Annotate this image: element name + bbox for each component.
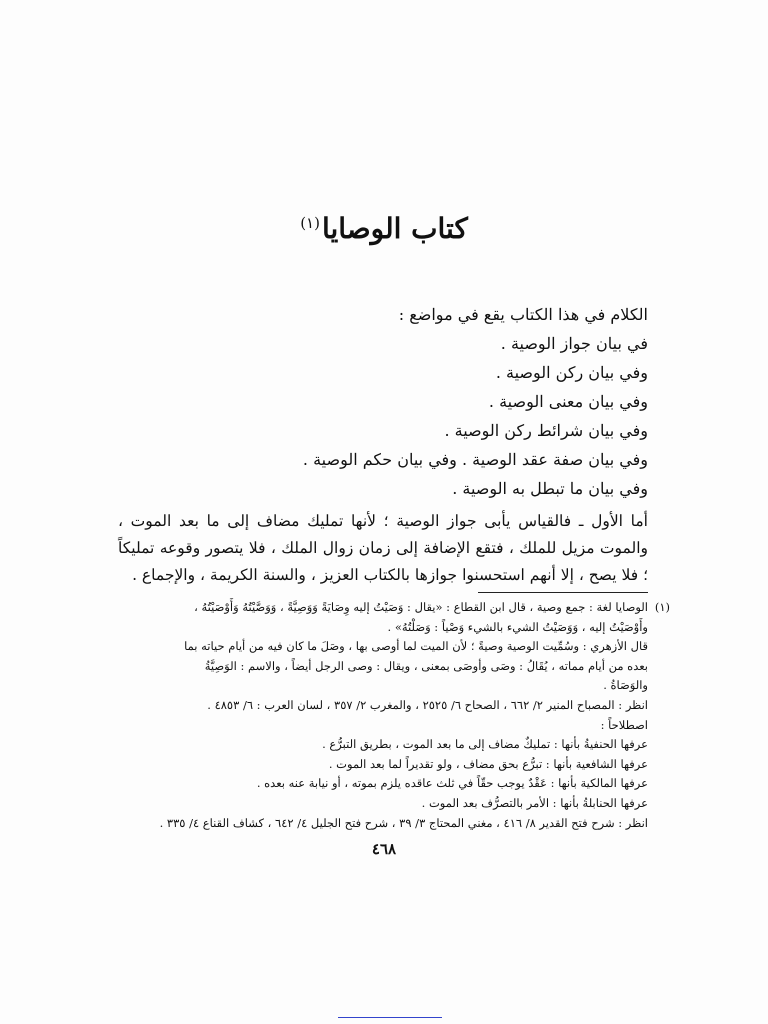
- topic-line: وفي بيان صفة عقد الوصية . وفي بيان حكم الوصية .: [302, 450, 648, 469]
- topic-line: وفي بيان ركن الوصية .: [495, 363, 648, 382]
- bottom-link-underline[interactable]: [338, 1017, 442, 1018]
- footnote-line: والوَصَاةُ .: [603, 678, 648, 693]
- page-number: ٤٦٨: [371, 840, 397, 858]
- footnote-line: عرفها الحنابلةُ بأنها : الأمر بالتصرُّف بعد الموت .: [421, 795, 648, 810]
- topic-line: وفي بيان معنى الوصية .: [488, 392, 648, 411]
- title-footnote-mark: (١): [300, 213, 320, 232]
- topic-list: [123, 300, 648, 503]
- topic-line: في بيان جواز الوصية .: [500, 334, 648, 353]
- topic-line: وفي بيان شرائط ركن الوصية .: [444, 421, 648, 440]
- footnote-line: بعده من أيام مماته ، يُقَالُ : وصَى وأوصَى بمعنى ، ويقال : وصى الرجل أيضاً ، والاسم : الوَصِيَّةُ: [204, 658, 648, 673]
- footnote-line: اصطلاحاً :: [600, 717, 648, 732]
- chapter-title-text: كتاب الوصايا: [321, 212, 468, 245]
- footnote-line: عرفها الشافعية بأنها : تبرُّع بحق مضاف ، ولو تقديراً لما بعد الموت .: [328, 756, 648, 771]
- footnote-line: الوصايا لغة : جمع وصية ، قال ابن القطاع : «يقال : وَصَيْتُ إليه وِصَايَةً وَوَصِيَّةً ، وَوَصَّيْتُهُ وَأَوْصَيْتُهُ ،: [194, 600, 648, 614]
- footnote-divider: [478, 592, 648, 593]
- footnote-number: (١): [654, 600, 670, 614]
- footnotes: [118, 598, 670, 833]
- topic-line: وفي بيان ما تبطل به الوصية .: [452, 479, 648, 498]
- footnote-line: انظر : شرح فتح القدير ٨/ ٤١٦ ، مغني المحتاج ٣/ ٣٩ ، شرح فتح الجليل ٤/ ٦٤٢ ، كشاف القناع ٤/ ٣٣٥ .: [159, 815, 648, 830]
- chapter-title: [0, 212, 768, 245]
- body-paragraph: أما الأول ـ فالقياس يأبى جواز الوصية ؛ لأنها تمليك مضاف إلى ما بعد الموت ، والموت مزيل للملك ، فتقع الإضافة إلى زمان زوال الملك ، فلا يتصور وقوعه تمليكاً ؛ فلا يصح ، إلا أنهم استحسنوا جوازها بالكتاب العزيز ، والسنة الكريمة ، والإجماع .: [118, 512, 648, 584]
- footnote-line: عرفها الحنفيةُ بأنها : تمليكٌ مضاف إلى ما بعد الموت ، بطريق التبرُّع .: [322, 737, 648, 752]
- footnote-line: عرفها المالكية بأنها : عَقْدٌ يوجب حقّاً في ثلث عاقده يلزم بموته ، أو نيابة عنه بعده .: [256, 776, 648, 791]
- intro-line: الكلام في هذا الكتاب يقع في مواضع :: [398, 305, 648, 324]
- footnote-line: وأَوْصَيْتُ إليه ، وَوَصَيْتُ الشيء بالشيء وَصْياً : وَصَلْتُهُ» .: [387, 619, 648, 634]
- footnote-line: قال الأزهري : وسُمِّيت الوصية وصيةً ؛ لأن الميت لما أوصى بها ، وصَلَ ما كان فيه من أيام حياته بما: [184, 639, 648, 654]
- footnote-line: انظر : المصباح المنير ٢/ ٦٦٢ ، الصحاح ٦/ ٢٥٢٥ ، والمغرب ٢/ ٣٥٧ ، لسان العرب : ٦/ ٤٨٥٣ .: [207, 697, 648, 712]
